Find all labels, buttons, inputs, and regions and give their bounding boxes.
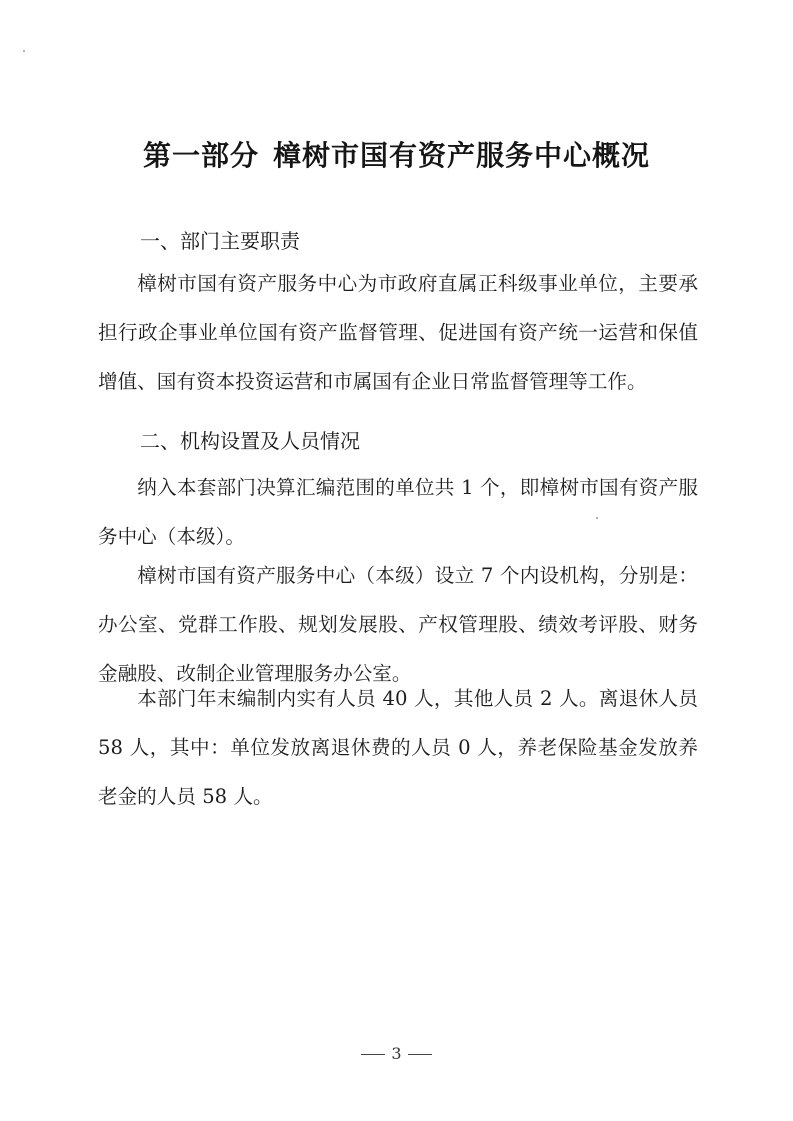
scope-paragraph: 纳入本套部门决算汇编范围的单位共 1 个，即樟树市国有资产服务中心（本级）。: [98, 476, 698, 548]
page-number-dash-right: [408, 1054, 432, 1055]
duties-paragraph: 樟树市国有资产服务中心为市政府直属正科级事业单位，主要承担行政企事业单位国有资产监督管理、促进国有资产统一运营和保值增值、国有资本投资运营和市属国有企业日常监督管理等工作。: [98, 272, 698, 393]
scan-speck: [23, 50, 25, 52]
page-title: [0, 136, 793, 176]
section-heading-duties: 一、部门主要职责: [140, 229, 300, 253]
section-heading-organization: 二、机构设置及人员情况: [140, 429, 360, 453]
title-main-label: 樟树市国有资产服务中心概况: [273, 139, 651, 172]
page-number: [0, 1043, 793, 1065]
title-part-label: 第一部分: [142, 139, 259, 172]
staffing-paragraph: 本部门年末编制内实有人员 40 人，其他人员 2 人。离退休人员 58 人，其中：单位发放离退休费的人员 0 人，养老保险基金发放养老金的人员 58 人。: [98, 687, 698, 808]
structure-paragraph: 樟树市国有资产服务中心（本级）设立 7 个内设机构，分别是：办公室、党群工作股、规划发展股、产权管理股、绩效考评股、财务金融股、改制企业管理服务办公室。: [98, 564, 698, 685]
page-number-value: 3: [391, 1044, 402, 1063]
page-number-dash-left: [361, 1054, 385, 1055]
